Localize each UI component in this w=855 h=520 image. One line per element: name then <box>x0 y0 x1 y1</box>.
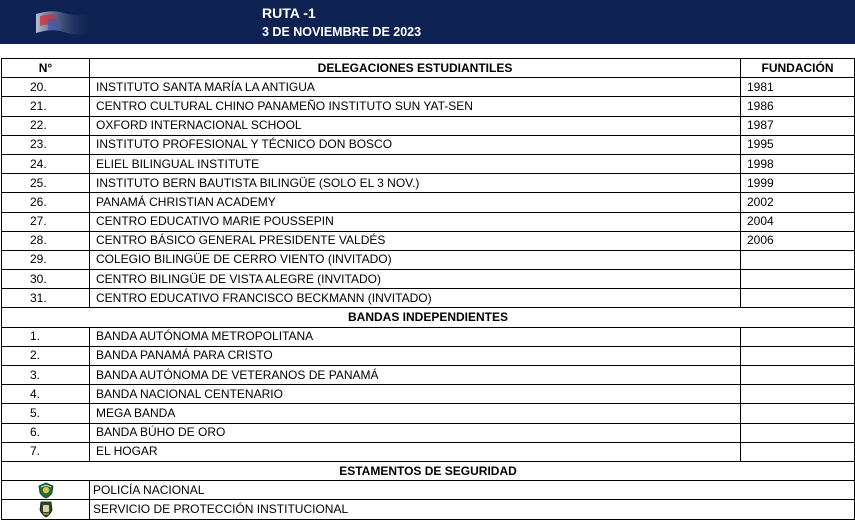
delegation-name: CENTRO EDUCATIVO MARIE POUSSEPIN <box>90 212 741 231</box>
row-number: 7. <box>2 442 90 461</box>
table-row <box>2 212 855 231</box>
table-row <box>2 116 855 135</box>
col-number-header: N° <box>2 59 90 78</box>
security-entity-name: POLICÍA NACIONAL <box>90 481 855 500</box>
row-number: 6. <box>2 423 90 442</box>
row-number: 26. <box>2 193 90 212</box>
founding-year: 2002 <box>741 193 855 212</box>
table-row <box>2 327 855 346</box>
band-name: MEGA BANDA <box>90 404 741 423</box>
founding-year: 2004 <box>741 212 855 231</box>
row-number: 31. <box>2 289 90 308</box>
delegation-name: ELIEL BILINGUAL INSTITUTE <box>90 154 741 173</box>
header-bar <box>0 0 855 44</box>
delegation-name: PANAMÁ CHRISTIAN ACADEMY <box>90 193 741 212</box>
delegation-name: OXFORD INTERNACIONAL SCHOOL <box>90 116 741 135</box>
band-name: BANDA BÚHO DE ORO <box>90 423 741 442</box>
table-row <box>2 385 855 404</box>
security-entity-name: SERVICIO DE PROTECCIÓN INSTITUCIONAL <box>90 500 855 519</box>
row-number: 28. <box>2 231 90 250</box>
spi-badge-icon <box>2 500 90 519</box>
row-number: 27. <box>2 212 90 231</box>
table-row <box>2 78 855 97</box>
founding-year-empty <box>741 404 855 423</box>
founding-year-empty <box>741 327 855 346</box>
row-number: 22. <box>2 116 90 135</box>
table-row <box>2 193 855 212</box>
parade-table <box>1 58 855 520</box>
policia-nacional-badge-icon <box>37 482 55 499</box>
delegation-name: CENTRO EDUCATIVO FRANCISCO BECKMANN (INVITADO) <box>90 289 741 308</box>
table-row <box>2 481 855 500</box>
table-row <box>2 346 855 365</box>
row-number: 2. <box>2 346 90 365</box>
route-date: 3 DE NOVIEMBRE DE 2023 <box>262 25 422 39</box>
row-number: 21. <box>2 97 90 116</box>
founding-year-empty <box>741 346 855 365</box>
col-delegation-header: DELEGACIONES ESTUDIANTILES <box>90 59 741 78</box>
founding-year: 2006 <box>741 231 855 250</box>
founding-year-empty <box>741 385 855 404</box>
row-number: 29. <box>2 250 90 269</box>
table-row <box>2 250 855 269</box>
founding-year: 1998 <box>741 154 855 173</box>
delegation-name: CENTRO CULTURAL CHINO PANAMEÑO INSTITUTO SUN YAT-SEN <box>90 97 741 116</box>
security-section-row <box>2 461 855 480</box>
row-number: 3. <box>2 366 90 385</box>
table-row <box>2 366 855 385</box>
band-name: BANDA PANAMÁ PARA CRISTO <box>90 346 741 365</box>
delegation-name: CENTRO BILINGÜE DE VISTA ALEGRE (INVITADO) <box>90 270 741 289</box>
founding-year: 1986 <box>741 97 855 116</box>
founding-year: 1995 <box>741 135 855 154</box>
row-number: 23. <box>2 135 90 154</box>
table-row <box>2 423 855 442</box>
delegation-name: INSTITUTO BERN BAUTISTA BILINGÜE (SOLO EL 3 NOV.) <box>90 174 741 193</box>
row-number: 25. <box>2 174 90 193</box>
delegation-name: COLEGIO BILINGÜE DE CERRO VIENTO (INVITADO) <box>90 250 741 269</box>
founding-year <box>741 289 855 308</box>
founding-year-empty <box>741 366 855 385</box>
flag-icon <box>34 9 96 35</box>
row-number: 20. <box>2 78 90 97</box>
founding-year: 1981 <box>741 78 855 97</box>
delegation-name: CENTRO BÁSICO GENERAL PRESIDENTE VALDÉS <box>90 231 741 250</box>
table-row <box>2 154 855 173</box>
delegation-name: INSTITUTO PROFESIONAL Y TÉCNICO DON BOSCO <box>90 135 741 154</box>
founding-year-empty <box>741 423 855 442</box>
band-name: EL HOGAR <box>90 442 741 461</box>
row-number: 30. <box>2 270 90 289</box>
bands-heading: BANDAS INDEPENDIENTES <box>2 308 855 327</box>
table-row <box>2 404 855 423</box>
table-row <box>2 500 855 519</box>
row-number: 24. <box>2 154 90 173</box>
founding-year <box>741 250 855 269</box>
band-name: BANDA AUTÓNOMA DE VETERANOS DE PANAMÁ <box>90 366 741 385</box>
delegation-name: INSTITUTO SANTA MARÍA LA ANTIGUA <box>90 78 741 97</box>
policia-nacional-badge-icon <box>2 481 90 500</box>
band-name: BANDA AUTÓNOMA METROPOLITANA <box>90 327 741 346</box>
table-row <box>2 270 855 289</box>
row-number: 4. <box>2 385 90 404</box>
founding-year: 1999 <box>741 174 855 193</box>
security-heading: ESTAMENTOS DE SEGURIDAD <box>2 461 855 480</box>
col-founded-header: FUNDACIÓN <box>741 59 855 78</box>
founding-year: 1987 <box>741 116 855 135</box>
table-row <box>2 231 855 250</box>
band-name: BANDA NACIONAL CENTENARIO <box>90 385 741 404</box>
spi-badge-icon <box>37 501 55 518</box>
table-row <box>2 289 855 308</box>
row-number: 1. <box>2 327 90 346</box>
table-row <box>2 442 855 461</box>
route-title: RUTA -1 <box>262 5 316 21</box>
founding-year-empty <box>741 442 855 461</box>
founding-year <box>741 270 855 289</box>
table-row <box>2 174 855 193</box>
table-row <box>2 97 855 116</box>
row-number: 5. <box>2 404 90 423</box>
table-header-row <box>2 59 855 78</box>
bands-section-row <box>2 308 855 327</box>
table-row <box>2 135 855 154</box>
